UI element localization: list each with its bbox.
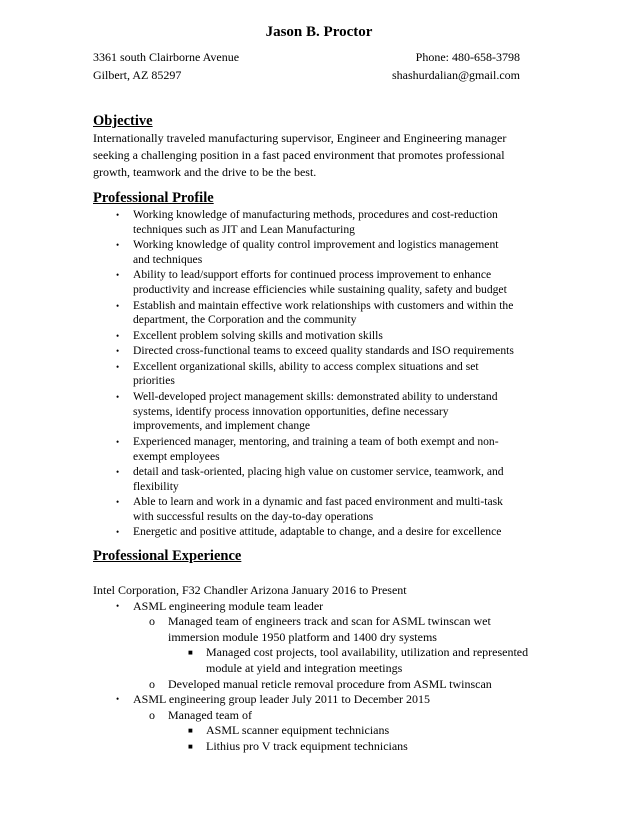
square-bullet-icon: ■ [188, 741, 193, 751]
objective-text [93, 130, 533, 181]
experience-item-level-2 [93, 708, 563, 724]
experience-item-level-3 [93, 723, 563, 739]
experience-item-level-2 [93, 614, 563, 645]
experience-item-level-1 [93, 599, 563, 615]
profile-item-line: techniques such as JIT and Lean Manufacturing [133, 222, 355, 236]
experience-line: Lithius pro V track equipment technicians [206, 738, 408, 753]
bullet-icon: • [116, 210, 120, 220]
profile-item-line: improvements, and implement change [133, 419, 311, 433]
profile-item-line: Able to learn and work in a dynamic and fast paced environment and multi-task [133, 495, 503, 509]
objective-heading: Objective [93, 113, 153, 129]
bullet-icon: • [116, 527, 120, 538]
experience-item-level-3 [93, 645, 563, 676]
bullet-icon: • [116, 466, 120, 477]
profile-item [93, 299, 538, 329]
experience-line: immersion module 1950 platform and 1400 dry systems [168, 629, 437, 644]
address-line-2: Gilbert, AZ 85297 [93, 68, 182, 82]
experience-item-level-3 [93, 739, 563, 755]
circle-bullet-icon: o [149, 614, 155, 629]
experience-item-level-1 [93, 692, 563, 708]
profile-item-line: systems, identify process innovation opportunities, define necessary [133, 404, 449, 418]
profile-item [93, 390, 538, 434]
profile-item-line: department, the Corporation and the community [133, 313, 357, 327]
employer-line [93, 583, 563, 599]
square-bullet-icon: ■ [188, 648, 193, 658]
profile-item-line: with successful results on the day-to-day operations [133, 509, 374, 523]
profile-item [93, 329, 538, 344]
experience-list [93, 583, 563, 755]
objective-line: seeking a challenging position in a fast paced environment that promotes professional [93, 148, 505, 162]
profile-item-line: productivity and increase efficiencies while sustaining quality, safety and budget [133, 283, 507, 297]
profile-item-line: Excellent organizational skills, ability to access complex situations and set [133, 359, 479, 373]
profile-item-line: Working knowledge of quality control improvement and logistics management [133, 238, 499, 252]
profile-item-line: Directed cross-functional teams to exceed quality standards and ISO requirements [133, 344, 514, 358]
profile-item-line: exempt employees [133, 449, 220, 463]
profile-item-line: Establish and maintain effective work relationships with customers and within the [133, 298, 514, 312]
candidate-name: Jason B. Proctor [265, 24, 373, 40]
contact-row-2 [93, 68, 520, 83]
experience-line: Managed cost projects, tool availability, utilization and represented [206, 645, 529, 660]
experience-line: module at yield and integration meetings [206, 660, 403, 675]
bullet-icon: • [116, 300, 120, 311]
bullet-icon: • [116, 330, 120, 341]
experience-line: Managed team of [168, 707, 252, 722]
profile-item-line: Experienced manager, mentoring, and training a team of both exempt and non- [133, 434, 499, 448]
experience-line: Developed manual reticle removal procedure from ASML twinscan [168, 676, 492, 691]
bullet-icon: • [116, 391, 120, 402]
profile-item-line: priorities [133, 374, 175, 388]
profile-item-line: Ability to lead/support efforts for continued process improvement to enhance [133, 268, 492, 282]
experience-line: Intel Corporation, F32 Chandler Arizona January 2016 to Present [93, 583, 407, 597]
profile-item-line: Energetic and positive attitude, adaptable to change, and a desire for excellence [133, 525, 502, 539]
phone-number: Phone: 480-658-3798 [415, 50, 520, 64]
profile-item-line: detail and task-oriented, placing high value on customer service, teamwork, and [133, 464, 504, 478]
profile-item [93, 268, 538, 298]
experience-line: Managed team of engineers track and scan for ASML twinscan wet [168, 614, 491, 629]
profile-item [93, 435, 538, 465]
email-address: shashurdalian@gmail.com [391, 68, 520, 82]
bullet-icon: • [116, 240, 120, 251]
profile-heading: Professional Profile [93, 190, 214, 206]
profile-item [93, 495, 538, 525]
bullet-icon: • [116, 497, 120, 508]
profile-item-line: Excellent problem solving skills and motivation skills [133, 328, 383, 342]
experience-line: ASML engineering group leader July 2011 to December 2015 [133, 692, 431, 707]
bullet-icon: • [116, 694, 120, 705]
experience-heading: Professional Experience [93, 548, 242, 564]
profile-item-line: Working knowledge of manufacturing methods, procedures and cost-reduction [133, 208, 498, 221]
profile-item-line: and techniques [133, 252, 203, 266]
profile-item [93, 465, 538, 495]
circle-bullet-icon: o [149, 676, 155, 691]
bullet-icon: • [116, 436, 120, 447]
circle-bullet-icon: o [149, 707, 155, 722]
profile-item [93, 208, 538, 238]
experience-item-level-2 [93, 677, 563, 693]
profile-item-line: Well-developed project management skills: demonstrated ability to understand [133, 389, 498, 403]
profile-item [93, 360, 538, 390]
experience-line: ASML engineering module team leader [133, 598, 324, 613]
contact-row-1 [93, 50, 520, 65]
address-line-1: 3361 south Clairborne Avenue [93, 50, 240, 64]
profile-item [93, 344, 538, 359]
experience-line: ASML scanner equipment technicians [206, 723, 390, 738]
profile-item-line: flexibility [133, 479, 179, 493]
square-bullet-icon: ■ [188, 726, 193, 736]
bullet-icon: • [116, 346, 120, 357]
objective-line: growth, teamwork and the drive to be the best. [93, 165, 317, 179]
profile-item [93, 238, 538, 268]
objective-line: Internationally traveled manufacturing supervisor, Engineer and Engineering manager [93, 131, 507, 145]
bullet-icon: • [116, 270, 120, 281]
profile-list [93, 208, 538, 541]
bullet-icon: • [116, 361, 120, 372]
bullet-icon: • [116, 600, 120, 611]
profile-item [93, 525, 538, 540]
